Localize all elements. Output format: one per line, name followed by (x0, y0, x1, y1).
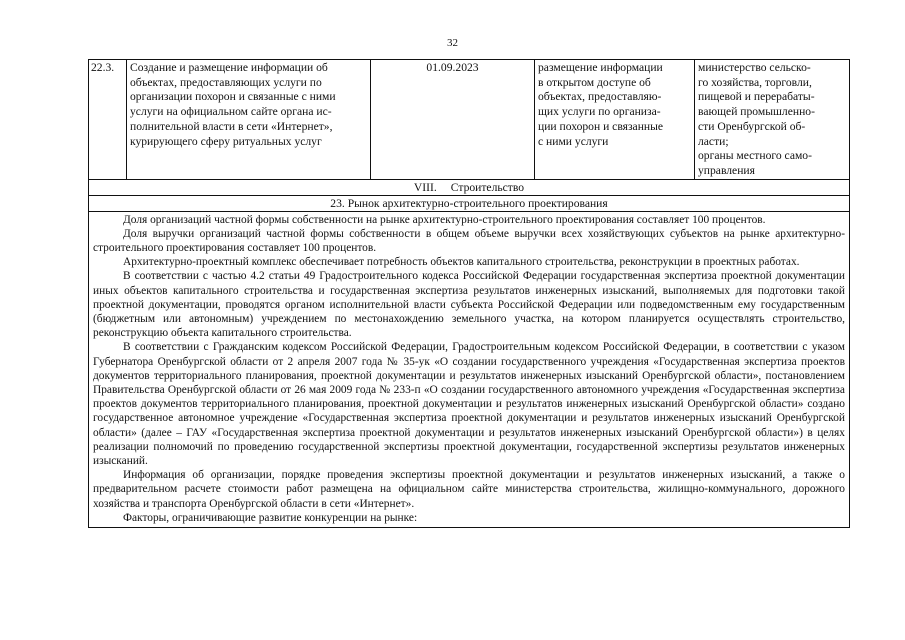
text-line: объектах, предоставляю- (538, 90, 662, 104)
paragraph: В соответствии с Гражданским кодексом Российской Федерации, Градостроительным кодексом Российской Федерации, в соответствии с указом Губернатора Оренбургской области от 2 апреля 2007 года № 35-ук «О создании государственного учреждения «Государственная экспертиза проектов документов территориального планирования, проектной документации и результатов инженерных изысканий Оренбургской области», постановлением Правительства Оренбургской области от 26 мая 2009 года № 233-п «О создании государственного автономного учреждения «Государственная экспертиза проектов документов территориального планирования, проектной документации и результатов инженерных изысканий Оренбургской области» создано государственное автономное учреждение «Государственная экспертиза проектной документации и результатов инженерных изысканий Оренбургской области» (далее – ГАУ «Государственная экспертиза проектной документации и результатов инженерных изысканий Оренбургской области») в целях реализации полномочий по проведению государственной экспертизы проектной документации, государственной экспертизы результатов инженерных изысканий. (93, 341, 845, 468)
text-line: управления (698, 163, 755, 177)
text-line: сти Оренбургской об- (698, 119, 806, 133)
text-line: курирующего сферу ритуальных услуг (130, 134, 322, 148)
paragraph: Архитектурно-проектный комплекс обеспечивает потребность объектов капитального строительства, реконструкции в проектных работах. (123, 256, 800, 269)
text-line: щих услуги по организа- (538, 105, 661, 119)
paragraph: Доля выручки организаций частной формы собственности в общем объеме выручки всех хозяйствующих субъектов на рынке архитектурно-строительного проектирования составляет 100 процентов. (93, 227, 845, 255)
market-heading: 23. Рынок архитектурно-строительного проектирования (89, 196, 849, 212)
paragraph: В соответствии с частью 4.2 статьи 49 Градостроительного кодекса Российской Федерации государственная экспертиза проектной документации иных объектов капитального строительства и государственная экспертиза результатов инженерных изысканий, выполняемых для подготовки такой проектной документации, проводятся органом исполнительной власти субъекта Российской Федерации или подведомственным ему государственным (бюджетным или автономным) учреждением по местонахождению земельного участка, на котором планируется осуществлять строительство, реконструкцию объекта капитального строительства. (93, 270, 845, 340)
page-number: 32 (447, 37, 458, 49)
text-line: ласти; (698, 134, 729, 148)
text-line: министерство сельско- (698, 61, 811, 74)
market-description (89, 212, 849, 527)
paragraph: Информация об организации, порядке проведения экспертизы проектной документации и результатов инженерных изысканий, а также о предварительном расчете стоимости работ размещена на официальном сайте министерства строительства, жилищно-коммунального, дорожного хозяйства и транспорта Оренбургской области в сети «Интернет». (93, 469, 845, 510)
measure-result (535, 60, 695, 179)
paragraph: Факторы, ограничивающие развитие конкуренции на рынке: (123, 511, 418, 524)
text-line: ции похорон и связанные (538, 119, 664, 133)
text-line: в открытом доступе об (538, 75, 651, 89)
table-row (89, 60, 849, 180)
paragraph: Доля организаций частной формы собственности на рынке архитектурно-строительного проектирования составляет 100 процентов. (123, 213, 766, 226)
text-line: Создание и размещение информации об (130, 61, 328, 74)
text-line: организации похорон и связанные с ними (130, 90, 336, 104)
text-line: го хозяйства, торговли, (698, 75, 812, 89)
text-line: полнительной власти в сети «Интернет», (130, 119, 333, 133)
deadline-date: 01.09.2023 (371, 60, 535, 179)
responsible-executor (695, 60, 849, 179)
text-line: объектах, предоставляющих услуги по (130, 75, 322, 89)
section-number: VIII. (413, 180, 437, 194)
section-title: Строительство (450, 180, 525, 194)
text-line: размещение информации (538, 61, 663, 74)
text-line: с ними услуги (538, 134, 609, 148)
measures-table (88, 59, 850, 528)
section-heading (89, 180, 849, 196)
row-number: 22.3. (89, 60, 127, 179)
text-line: органы местного само- (698, 149, 812, 163)
text-line: вающей промышленно- (698, 105, 815, 119)
text-line: услуги на официальном сайте органа ис- (130, 105, 332, 119)
text-line: пищевой и перерабаты- (698, 90, 815, 104)
measure-name (127, 60, 371, 179)
